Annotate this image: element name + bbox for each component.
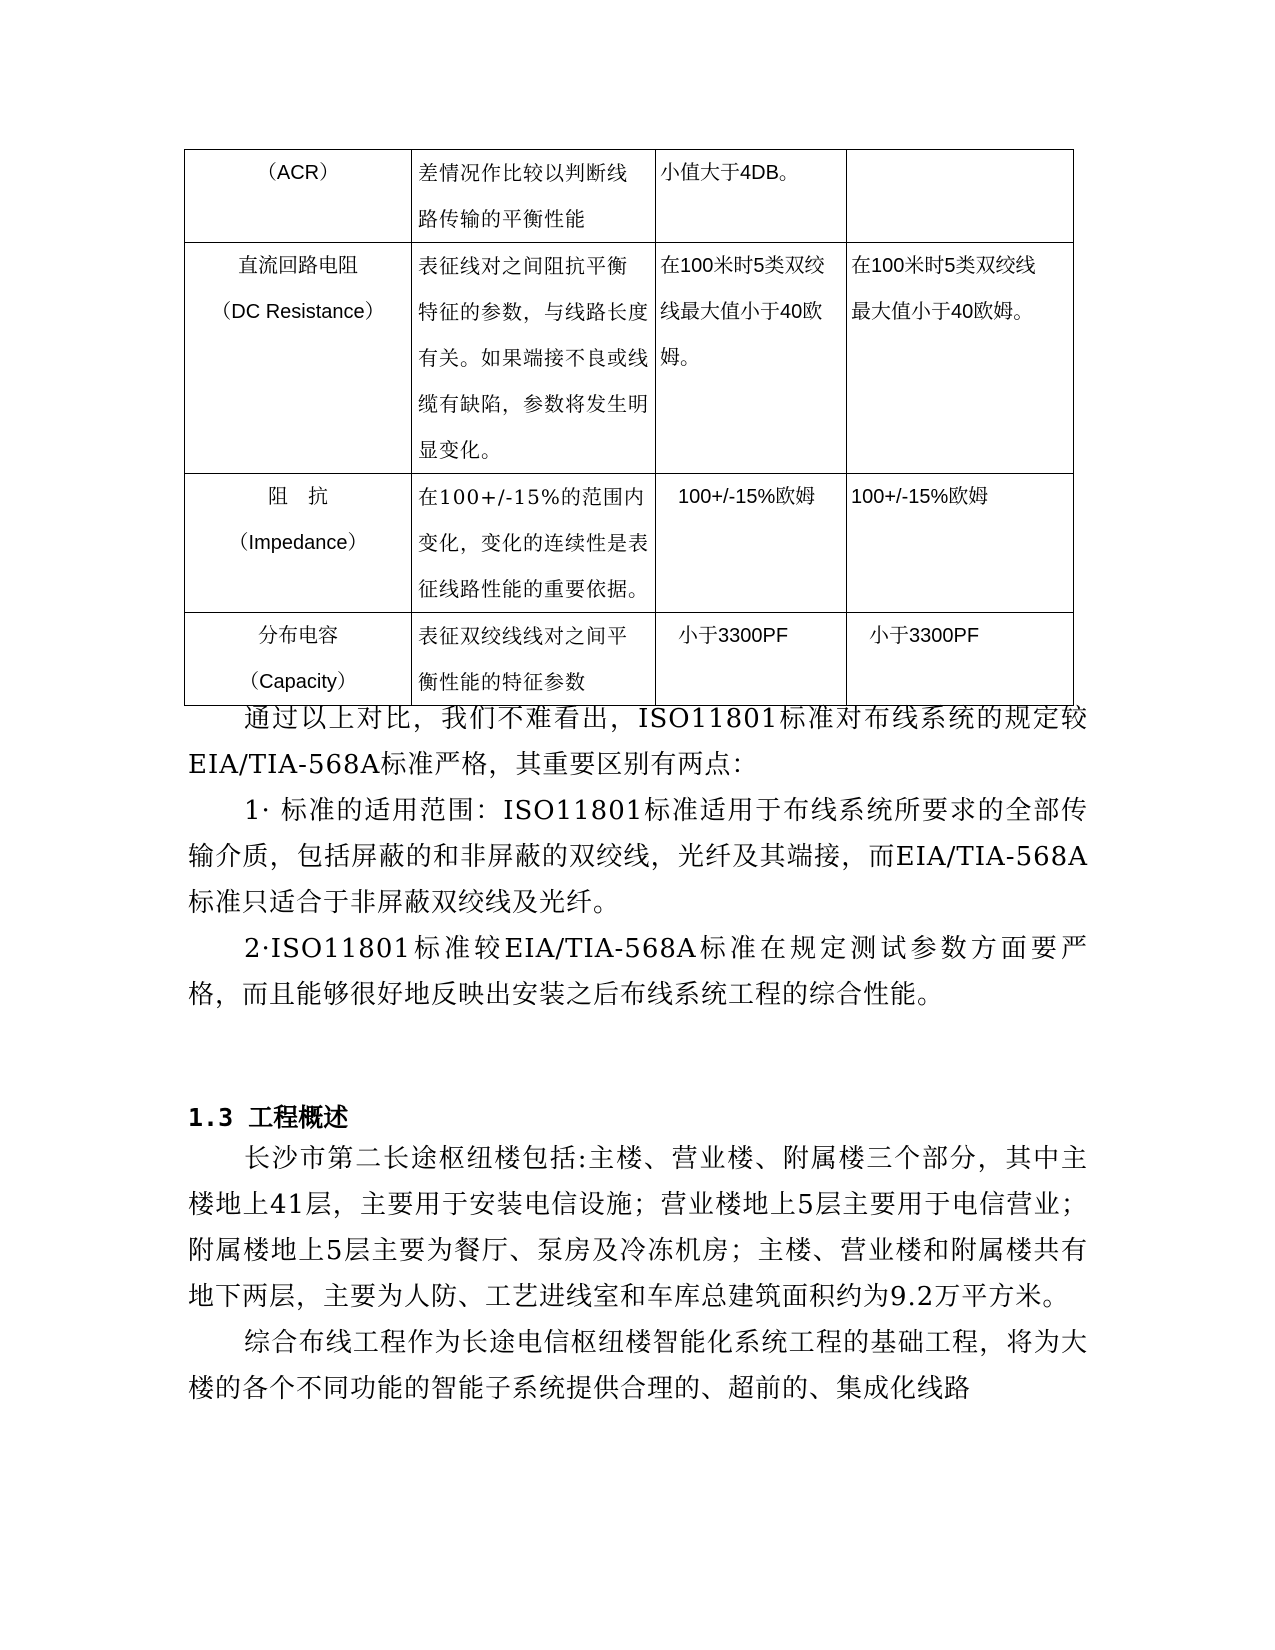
paragraph: 综合布线工程作为长途电信枢纽楼智能化系统工程的基础工程，将为大楼的各个不同功能的智能子系统提供合理的、超前的、集成化线路 [188,1328,1088,1404]
cell-text: 分布电容 [258,625,338,647]
table-cell [185,613,412,706]
cell-text: 征线路性能的重要依据。 [418,577,649,601]
table-cell [412,243,656,474]
table-cell [412,613,656,706]
cell-text: 衡性能的特征参数 [418,670,586,694]
cell-text: （DC Resistance） [211,301,385,323]
table-row [185,474,1074,613]
table-cell [847,150,1074,243]
table-cell [656,613,847,706]
table-cell [412,150,656,243]
cell-text: 100+/-15%欧姆 [678,486,816,508]
section-heading: 1.3 工程概述 [188,1103,349,1132]
table-cell [656,243,847,474]
cell-text: 直流回路电阻 [238,255,358,277]
cell-text: 表征双绞线线对之间平 [418,624,628,648]
paragraph: 长沙市第二长途枢纽楼包括:主楼、营业楼、附属楼三个部分，其中主楼地上41层，主要用于安装电信设施；营业楼地上5层主要用于电信营业；附属楼地上5层主要为餐厅、泵房及冷冻机房；主楼、营业楼和附属楼共有地下两层，主要为人防、工艺进线室和车库总建筑面积约为9.2万平方米。 [188,1144,1088,1312]
cell-text: （Capacity） [239,671,357,693]
table-row [185,243,1074,474]
cell-text: 路传输的平衡性能 [418,207,586,231]
table-cell [847,613,1074,706]
cell-text: 缆有缺陷，参数将发生明 [418,392,649,416]
cell-text: （Impedance） [228,532,368,554]
overview-paragraphs [188,1136,1088,1412]
table-cell [656,150,847,243]
cell-text: 在100+/-15%的范围内 [418,485,645,509]
cell-text: （ACR） [256,162,340,184]
table-row [185,613,1074,706]
table-cell [847,474,1074,613]
cell-text: 姆。 [660,347,700,369]
spec-table [184,149,1074,706]
paragraph: 1· 标准的适用范围：ISO11801标准适用于布线系统所要求的全部传输介质，包括屏蔽的和非屏蔽的双绞线，光纤及其端接，而EIA/TIA-568A标准只适合于非屏蔽双绞线及光纤。 [188,796,1088,918]
cell-text: 变化，变化的连续性是表 [418,531,649,555]
cell-text: 有关。如果端接不良或线 [418,346,649,370]
cell-text: 在100米时5类双绞线 [851,255,1036,277]
cell-text: 差情况作比较以判断线 [418,161,628,185]
cell-text: 小于3300PF [869,625,980,647]
table-cell [185,243,412,474]
cell-text: 线最大值小于40欧 [660,301,823,323]
table-cell [412,474,656,613]
table-cell [185,474,412,613]
cell-text: 显变化。 [418,438,502,462]
cell-text: 阻 抗 [268,486,328,508]
comparison-paragraphs [188,696,1088,1018]
paragraph: 2·ISO11801标准较EIA/TIA-568A标准在规定测试参数方面要严格，而且能够很好地反映出安装之后布线系统工程的综合性能。 [188,934,1088,1010]
cell-text: 表征线对之间阻抗平衡 [418,254,628,278]
cell-text: 特征的参数，与线路长度 [418,300,649,324]
cell-text: 小值大于4DB。 [660,162,799,184]
table-cell [185,150,412,243]
table-row [185,150,1074,243]
cell-text: 在100米时5类双绞 [660,255,825,277]
cell-text: 100+/-15%欧姆 [851,486,989,508]
table-cell [656,474,847,613]
cell-text: 最大值小于40欧姆。 [851,301,1034,323]
table-cell [847,243,1074,474]
cell-text: 小于3300PF [678,625,789,647]
paragraph: 通过以上对比，我们不难看出，ISO11801标准对布线系统的规定较EIA/TIA-568A标准严格，其重要区别有两点： [188,704,1088,780]
